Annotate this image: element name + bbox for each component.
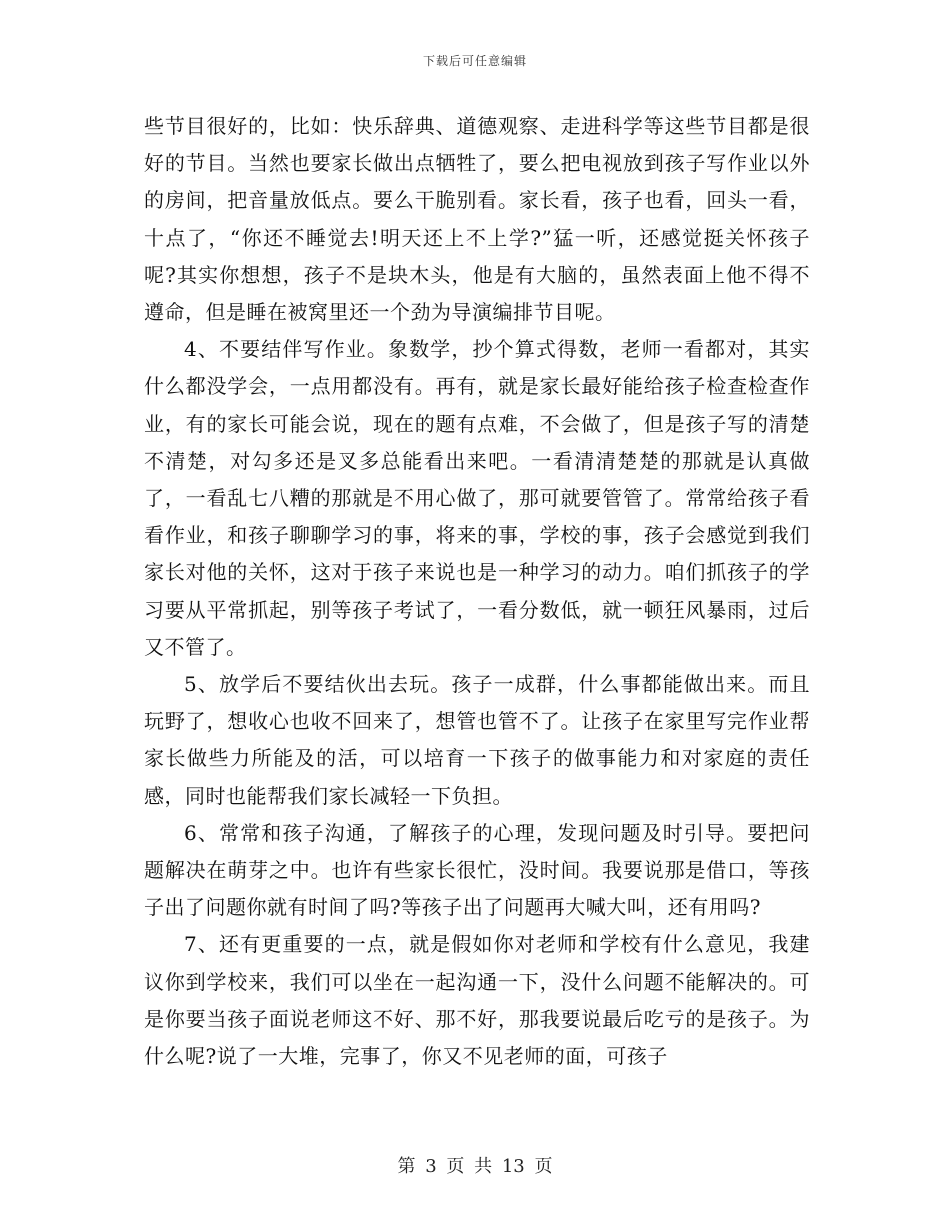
paragraph-item-4: 4、不要结伴写作业。象数学，抄个算式得数，老师一看都对，其实什么都没学会，一点用都没有。再有，就是家长最好能给孩子检查检查作业，有的家长可能会说，现在的题有点难，不会做了，但是孩子写的清楚不清楚，对勾多还是叉多总能看出来吧。一看清清楚楚的那就是认真做了，一看乱七八糟的那就是不用心做了，那可就要管管了。常常给孩子看看作业，和孩子聊聊学习的事，将来的事，学校的事，孩子会感觉到我们家长对他的关怀，这对于孩子来说也是一种学习的动力。咱们抓孩子的学习要从平常抓起，别等孩子考试了，一看分数低，就一顿狂风暴雨，过后又不管了。 [144, 337, 810, 659]
paragraph-item-7: 7、还有更重要的一点，就是假如你对老师和学校有什么意见，我建议你到学校来，我们可以坐在一起沟通一下，没什么问题不能解决的。可是你要当孩子面说老师这不好、那不好，那我要说最后吃亏的是孩子。为什么呢?说了一大堆，完事了，你又不见老师的面，可孩子 [144, 932, 810, 1069]
document-body [144, 108, 810, 1075]
paragraph-item-6: 6、常常和孩子沟通，了解孩子的心理，发现问题及时引导。要把问题解决在萌芽之中。也许有些家长很忙，没时间。我要说那是借口，等孩子出了问题你就有时间了吗?等孩子出了问题再大喊大叫，还有用吗? [144, 820, 810, 920]
paragraph-continued: 些节目很好的，比如：快乐辞典、道德观察、走进科学等这些节目都是很好的节目。当然也要家长做出点牺牲了，要么把电视放到孩子写作业以外的房间，把音量放低点。要么干脆别看。家长看，孩子也看，回头一看，十点了，“你还不睡觉去!明天还上不上学?”猛一听，还感觉挺关怀孩子呢?其实你想想，孩子不是块木头，他是有大脑的，虽然表面上他不得不遵命，但是睡在被窝里还一个劲为导演编排节目呢。 [144, 114, 810, 325]
header-note: 下载后可任意编辑 [422, 54, 527, 68]
paragraph-item-5: 5、放学后不要结伙出去玩。孩子一成群，什么事都能做出来。而且玩野了，想收心也收不回来了，想管也管不了。让孩子在家里写完作业帮家长做些力所能及的活，可以培育一下孩子的做事能力和对家庭的责任感，同时也能帮我们家长减轻一下负担。 [144, 672, 810, 808]
page-number-footer: 第 3 页 共 13 页 [397, 1156, 553, 1177]
